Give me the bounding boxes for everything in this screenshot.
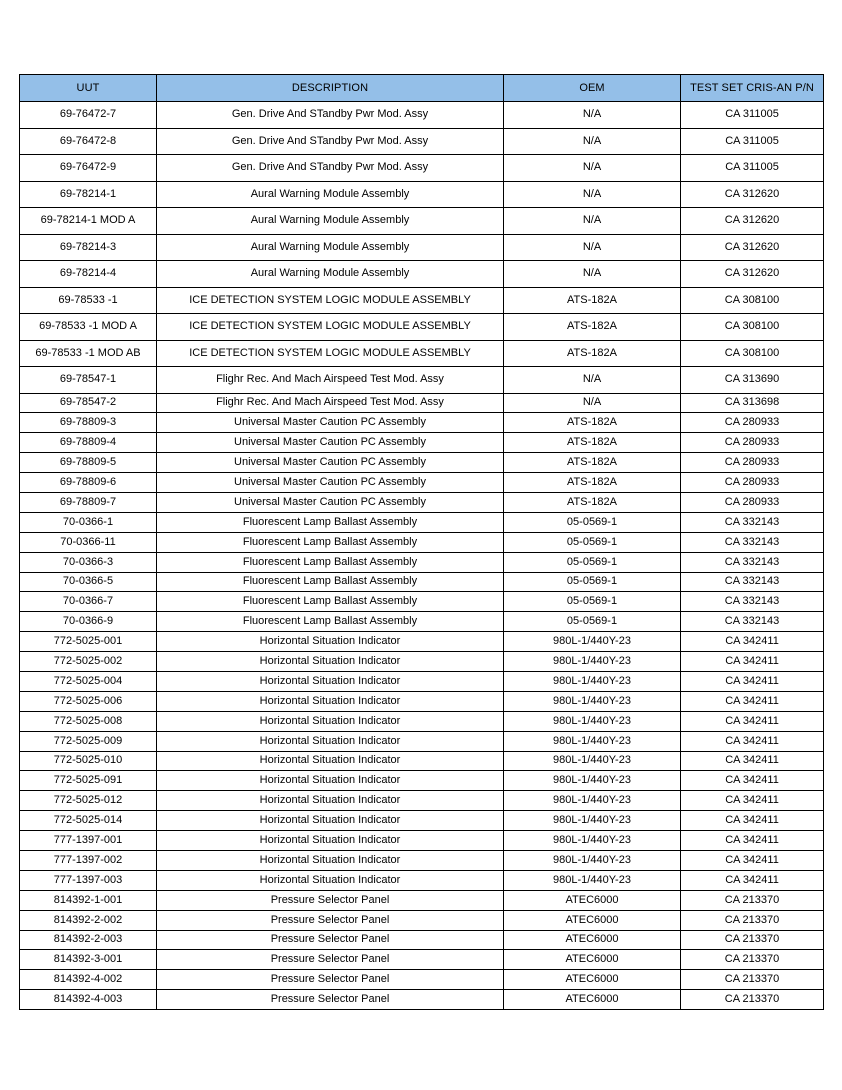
cell-description: Horizontal Situation Indicator bbox=[157, 711, 504, 731]
table-row bbox=[20, 532, 824, 552]
cell-oem: 980L-1/440Y-23 bbox=[504, 731, 681, 751]
table-row bbox=[20, 102, 824, 129]
cell-uut: 69-76472-8 bbox=[20, 128, 157, 155]
header-test-set-pn: TEST SET CRIS-AN P/N bbox=[681, 75, 824, 102]
cell-test-set-pn: CA 342411 bbox=[681, 671, 824, 691]
cell-test-set-pn: CA 213370 bbox=[681, 990, 824, 1010]
cell-uut: 814392-2-003 bbox=[20, 930, 157, 950]
cell-test-set-pn: CA 332143 bbox=[681, 552, 824, 572]
cell-description: Gen. Drive And STandby Pwr Mod. Assy bbox=[157, 102, 504, 129]
cell-test-set-pn: CA 342411 bbox=[681, 850, 824, 870]
table-row bbox=[20, 831, 824, 851]
cell-oem: ATS-182A bbox=[504, 340, 681, 367]
cell-test-set-pn: CA 213370 bbox=[681, 890, 824, 910]
cell-test-set-pn: CA 280933 bbox=[681, 453, 824, 473]
table-row bbox=[20, 234, 824, 261]
cell-uut: 777-1397-003 bbox=[20, 870, 157, 890]
table-row bbox=[20, 930, 824, 950]
cell-test-set-pn: CA 332143 bbox=[681, 512, 824, 532]
table-row bbox=[20, 208, 824, 235]
cell-test-set-pn: CA 342411 bbox=[681, 711, 824, 731]
table-row bbox=[20, 287, 824, 314]
table-row bbox=[20, 314, 824, 341]
cell-uut: 69-78533 -1 bbox=[20, 287, 157, 314]
cell-test-set-pn: CA 311005 bbox=[681, 155, 824, 182]
cell-oem: ATEC6000 bbox=[504, 910, 681, 930]
table-row bbox=[20, 572, 824, 592]
cell-test-set-pn: CA 342411 bbox=[681, 791, 824, 811]
cell-uut: 772-5025-010 bbox=[20, 751, 157, 771]
cell-test-set-pn: CA 342411 bbox=[681, 731, 824, 751]
cell-description: Horizontal Situation Indicator bbox=[157, 632, 504, 652]
table-row bbox=[20, 771, 824, 791]
table-row bbox=[20, 711, 824, 731]
table-row bbox=[20, 592, 824, 612]
table-row bbox=[20, 155, 824, 182]
cell-uut: 69-78214-4 bbox=[20, 261, 157, 288]
table-row bbox=[20, 612, 824, 632]
cell-uut: 69-78809-3 bbox=[20, 413, 157, 433]
cell-test-set-pn: CA 342411 bbox=[681, 751, 824, 771]
cell-description: Universal Master Caution PC Assembly bbox=[157, 413, 504, 433]
table-row bbox=[20, 811, 824, 831]
cell-uut: 70-0366-11 bbox=[20, 532, 157, 552]
table-row bbox=[20, 910, 824, 930]
cell-oem: ATS-182A bbox=[504, 287, 681, 314]
cell-test-set-pn: CA 342411 bbox=[681, 870, 824, 890]
cell-test-set-pn: CA 213370 bbox=[681, 910, 824, 930]
cell-description: Pressure Selector Panel bbox=[157, 930, 504, 950]
cell-test-set-pn: CA 332143 bbox=[681, 572, 824, 592]
cell-uut: 772-5025-006 bbox=[20, 691, 157, 711]
cell-oem: 05-0569-1 bbox=[504, 592, 681, 612]
table-row bbox=[20, 433, 824, 453]
table-row bbox=[20, 652, 824, 672]
cell-test-set-pn: CA 308100 bbox=[681, 287, 824, 314]
cell-test-set-pn: CA 213370 bbox=[681, 950, 824, 970]
cell-oem: ATEC6000 bbox=[504, 970, 681, 990]
cell-uut: 69-78809-7 bbox=[20, 492, 157, 512]
cell-description: Universal Master Caution PC Assembly bbox=[157, 473, 504, 493]
cell-oem: 980L-1/440Y-23 bbox=[504, 831, 681, 851]
cell-uut: 814392-4-003 bbox=[20, 990, 157, 1010]
cell-description: Universal Master Caution PC Assembly bbox=[157, 453, 504, 473]
cell-description: Fluorescent Lamp Ballast Assembly bbox=[157, 532, 504, 552]
cell-description: Horizontal Situation Indicator bbox=[157, 751, 504, 771]
cell-oem: N/A bbox=[504, 181, 681, 208]
cell-oem: ATEC6000 bbox=[504, 890, 681, 910]
cell-test-set-pn: CA 213370 bbox=[681, 970, 824, 990]
cell-uut: 772-5025-012 bbox=[20, 791, 157, 811]
cell-uut: 69-78809-5 bbox=[20, 453, 157, 473]
header-uut: UUT bbox=[20, 75, 157, 102]
cell-oem: ATS-182A bbox=[504, 473, 681, 493]
cell-oem: ATS-182A bbox=[504, 314, 681, 341]
cell-description: Fluorescent Lamp Ballast Assembly bbox=[157, 592, 504, 612]
cell-oem: 980L-1/440Y-23 bbox=[504, 671, 681, 691]
cell-description: Pressure Selector Panel bbox=[157, 990, 504, 1010]
cell-uut: 772-5025-009 bbox=[20, 731, 157, 751]
header-description: DESCRIPTION bbox=[157, 75, 504, 102]
cell-description: ICE DETECTION SYSTEM LOGIC MODULE ASSEMBLY bbox=[157, 287, 504, 314]
cell-oem: 05-0569-1 bbox=[504, 532, 681, 552]
cell-oem: 05-0569-1 bbox=[504, 612, 681, 632]
cell-oem: 980L-1/440Y-23 bbox=[504, 791, 681, 811]
cell-oem: 980L-1/440Y-23 bbox=[504, 771, 681, 791]
table-row bbox=[20, 671, 824, 691]
cell-oem: ATS-182A bbox=[504, 433, 681, 453]
cell-uut: 69-78809-6 bbox=[20, 473, 157, 493]
cell-test-set-pn: CA 332143 bbox=[681, 532, 824, 552]
table-row bbox=[20, 492, 824, 512]
cell-uut: 772-5025-091 bbox=[20, 771, 157, 791]
cell-oem: 980L-1/440Y-23 bbox=[504, 711, 681, 731]
cell-oem: N/A bbox=[504, 128, 681, 155]
cell-description: Pressure Selector Panel bbox=[157, 890, 504, 910]
cell-description: Aural Warning Module Assembly bbox=[157, 208, 504, 235]
cell-description: Horizontal Situation Indicator bbox=[157, 691, 504, 711]
cell-uut: 772-5025-001 bbox=[20, 632, 157, 652]
table-row bbox=[20, 751, 824, 771]
cell-description: Horizontal Situation Indicator bbox=[157, 771, 504, 791]
cell-oem: ATS-182A bbox=[504, 453, 681, 473]
cell-oem: ATS-182A bbox=[504, 492, 681, 512]
cell-oem: 05-0569-1 bbox=[504, 512, 681, 532]
cell-uut: 814392-4-002 bbox=[20, 970, 157, 990]
table-row bbox=[20, 512, 824, 532]
cell-description: Fluorescent Lamp Ballast Assembly bbox=[157, 612, 504, 632]
cell-test-set-pn: CA 312620 bbox=[681, 261, 824, 288]
cell-description: Horizontal Situation Indicator bbox=[157, 811, 504, 831]
cell-test-set-pn: CA 312620 bbox=[681, 181, 824, 208]
cell-description: Pressure Selector Panel bbox=[157, 950, 504, 970]
cell-oem: 980L-1/440Y-23 bbox=[504, 870, 681, 890]
cell-test-set-pn: CA 280933 bbox=[681, 433, 824, 453]
table-row bbox=[20, 413, 824, 433]
cell-uut: 69-78533 -1 MOD A bbox=[20, 314, 157, 341]
cell-uut: 69-78214-1 bbox=[20, 181, 157, 208]
parts-table bbox=[19, 74, 824, 1010]
table-row bbox=[20, 632, 824, 652]
table-row bbox=[20, 181, 824, 208]
cell-test-set-pn: CA 312620 bbox=[681, 234, 824, 261]
cell-uut: 70-0366-3 bbox=[20, 552, 157, 572]
cell-uut: 70-0366-9 bbox=[20, 612, 157, 632]
cell-test-set-pn: CA 311005 bbox=[681, 128, 824, 155]
cell-description: Flighr Rec. And Mach Airspeed Test Mod. Assy bbox=[157, 367, 504, 394]
cell-oem: 05-0569-1 bbox=[504, 552, 681, 572]
cell-test-set-pn: CA 213370 bbox=[681, 930, 824, 950]
cell-test-set-pn: CA 280933 bbox=[681, 413, 824, 433]
cell-test-set-pn: CA 311005 bbox=[681, 102, 824, 129]
cell-oem: N/A bbox=[504, 367, 681, 394]
cell-description: Flighr Rec. And Mach Airspeed Test Mod. Assy bbox=[157, 393, 504, 413]
cell-oem: ATEC6000 bbox=[504, 950, 681, 970]
cell-description: Universal Master Caution PC Assembly bbox=[157, 492, 504, 512]
cell-uut: 777-1397-002 bbox=[20, 850, 157, 870]
table-row bbox=[20, 990, 824, 1010]
cell-uut: 69-78533 -1 MOD AB bbox=[20, 340, 157, 367]
table-row bbox=[20, 473, 824, 493]
cell-oem: 980L-1/440Y-23 bbox=[504, 652, 681, 672]
cell-uut: 69-78547-2 bbox=[20, 393, 157, 413]
cell-test-set-pn: CA 342411 bbox=[681, 691, 824, 711]
cell-oem: N/A bbox=[504, 261, 681, 288]
cell-description: Fluorescent Lamp Ballast Assembly bbox=[157, 512, 504, 532]
cell-uut: 69-78214-3 bbox=[20, 234, 157, 261]
table-row bbox=[20, 552, 824, 572]
cell-description: Horizontal Situation Indicator bbox=[157, 652, 504, 672]
cell-uut: 772-5025-014 bbox=[20, 811, 157, 831]
cell-description: Horizontal Situation Indicator bbox=[157, 731, 504, 751]
table-row bbox=[20, 340, 824, 367]
table-row bbox=[20, 393, 824, 413]
cell-uut: 772-5025-002 bbox=[20, 652, 157, 672]
cell-test-set-pn: CA 342411 bbox=[681, 771, 824, 791]
cell-oem: N/A bbox=[504, 234, 681, 261]
cell-test-set-pn: CA 342411 bbox=[681, 652, 824, 672]
table-row bbox=[20, 453, 824, 473]
cell-description: ICE DETECTION SYSTEM LOGIC MODULE ASSEMBLY bbox=[157, 340, 504, 367]
cell-uut: 777-1397-001 bbox=[20, 831, 157, 851]
cell-oem: 980L-1/440Y-23 bbox=[504, 850, 681, 870]
cell-uut: 69-78214-1 MOD A bbox=[20, 208, 157, 235]
table-header-row bbox=[20, 75, 824, 102]
table-row bbox=[20, 367, 824, 394]
cell-description: Gen. Drive And STandby Pwr Mod. Assy bbox=[157, 155, 504, 182]
cell-uut: 69-78809-4 bbox=[20, 433, 157, 453]
cell-description: Horizontal Situation Indicator bbox=[157, 850, 504, 870]
cell-description: Aural Warning Module Assembly bbox=[157, 234, 504, 261]
cell-description: ICE DETECTION SYSTEM LOGIC MODULE ASSEMBLY bbox=[157, 314, 504, 341]
cell-oem: 980L-1/440Y-23 bbox=[504, 632, 681, 652]
cell-description: Fluorescent Lamp Ballast Assembly bbox=[157, 572, 504, 592]
header-oem: OEM bbox=[504, 75, 681, 102]
cell-description: Universal Master Caution PC Assembly bbox=[157, 433, 504, 453]
cell-test-set-pn: CA 308100 bbox=[681, 314, 824, 341]
cell-oem: 980L-1/440Y-23 bbox=[504, 811, 681, 831]
cell-oem: 05-0569-1 bbox=[504, 572, 681, 592]
cell-test-set-pn: CA 342411 bbox=[681, 811, 824, 831]
cell-test-set-pn: CA 280933 bbox=[681, 492, 824, 512]
table-row bbox=[20, 890, 824, 910]
cell-description: Horizontal Situation Indicator bbox=[157, 870, 504, 890]
table-row bbox=[20, 791, 824, 811]
cell-description: Horizontal Situation Indicator bbox=[157, 671, 504, 691]
cell-uut: 69-76472-9 bbox=[20, 155, 157, 182]
table-row bbox=[20, 850, 824, 870]
cell-uut: 772-5025-008 bbox=[20, 711, 157, 731]
cell-uut: 70-0366-5 bbox=[20, 572, 157, 592]
cell-uut: 69-78547-1 bbox=[20, 367, 157, 394]
table-row bbox=[20, 691, 824, 711]
table-row bbox=[20, 970, 824, 990]
table-row bbox=[20, 731, 824, 751]
cell-uut: 70-0366-7 bbox=[20, 592, 157, 612]
cell-description: Pressure Selector Panel bbox=[157, 910, 504, 930]
cell-uut: 70-0366-1 bbox=[20, 512, 157, 532]
cell-oem: ATS-182A bbox=[504, 413, 681, 433]
cell-oem: ATEC6000 bbox=[504, 930, 681, 950]
cell-description: Horizontal Situation Indicator bbox=[157, 831, 504, 851]
cell-oem: N/A bbox=[504, 102, 681, 129]
table-row bbox=[20, 261, 824, 288]
cell-test-set-pn: CA 342411 bbox=[681, 632, 824, 652]
cell-oem: N/A bbox=[504, 393, 681, 413]
table-row bbox=[20, 870, 824, 890]
cell-oem: N/A bbox=[504, 208, 681, 235]
cell-oem: 980L-1/440Y-23 bbox=[504, 751, 681, 771]
cell-test-set-pn: CA 280933 bbox=[681, 473, 824, 493]
cell-test-set-pn: CA 342411 bbox=[681, 831, 824, 851]
table-row bbox=[20, 128, 824, 155]
table-row bbox=[20, 950, 824, 970]
cell-description: Gen. Drive And STandby Pwr Mod. Assy bbox=[157, 128, 504, 155]
cell-description: Aural Warning Module Assembly bbox=[157, 181, 504, 208]
cell-test-set-pn: CA 332143 bbox=[681, 592, 824, 612]
cell-description: Fluorescent Lamp Ballast Assembly bbox=[157, 552, 504, 572]
cell-uut: 772-5025-004 bbox=[20, 671, 157, 691]
cell-test-set-pn: CA 332143 bbox=[681, 612, 824, 632]
cell-oem: 980L-1/440Y-23 bbox=[504, 691, 681, 711]
cell-test-set-pn: CA 312620 bbox=[681, 208, 824, 235]
cell-uut: 814392-3-001 bbox=[20, 950, 157, 970]
cell-description: Aural Warning Module Assembly bbox=[157, 261, 504, 288]
cell-description: Pressure Selector Panel bbox=[157, 970, 504, 990]
cell-uut: 814392-1-001 bbox=[20, 890, 157, 910]
cell-description: Horizontal Situation Indicator bbox=[157, 791, 504, 811]
cell-uut: 814392-2-002 bbox=[20, 910, 157, 930]
cell-test-set-pn: CA 313690 bbox=[681, 367, 824, 394]
cell-test-set-pn: CA 313698 bbox=[681, 393, 824, 413]
cell-oem: ATEC6000 bbox=[504, 990, 681, 1010]
cell-oem: N/A bbox=[504, 155, 681, 182]
cell-uut: 69-76472-7 bbox=[20, 102, 157, 129]
cell-test-set-pn: CA 308100 bbox=[681, 340, 824, 367]
